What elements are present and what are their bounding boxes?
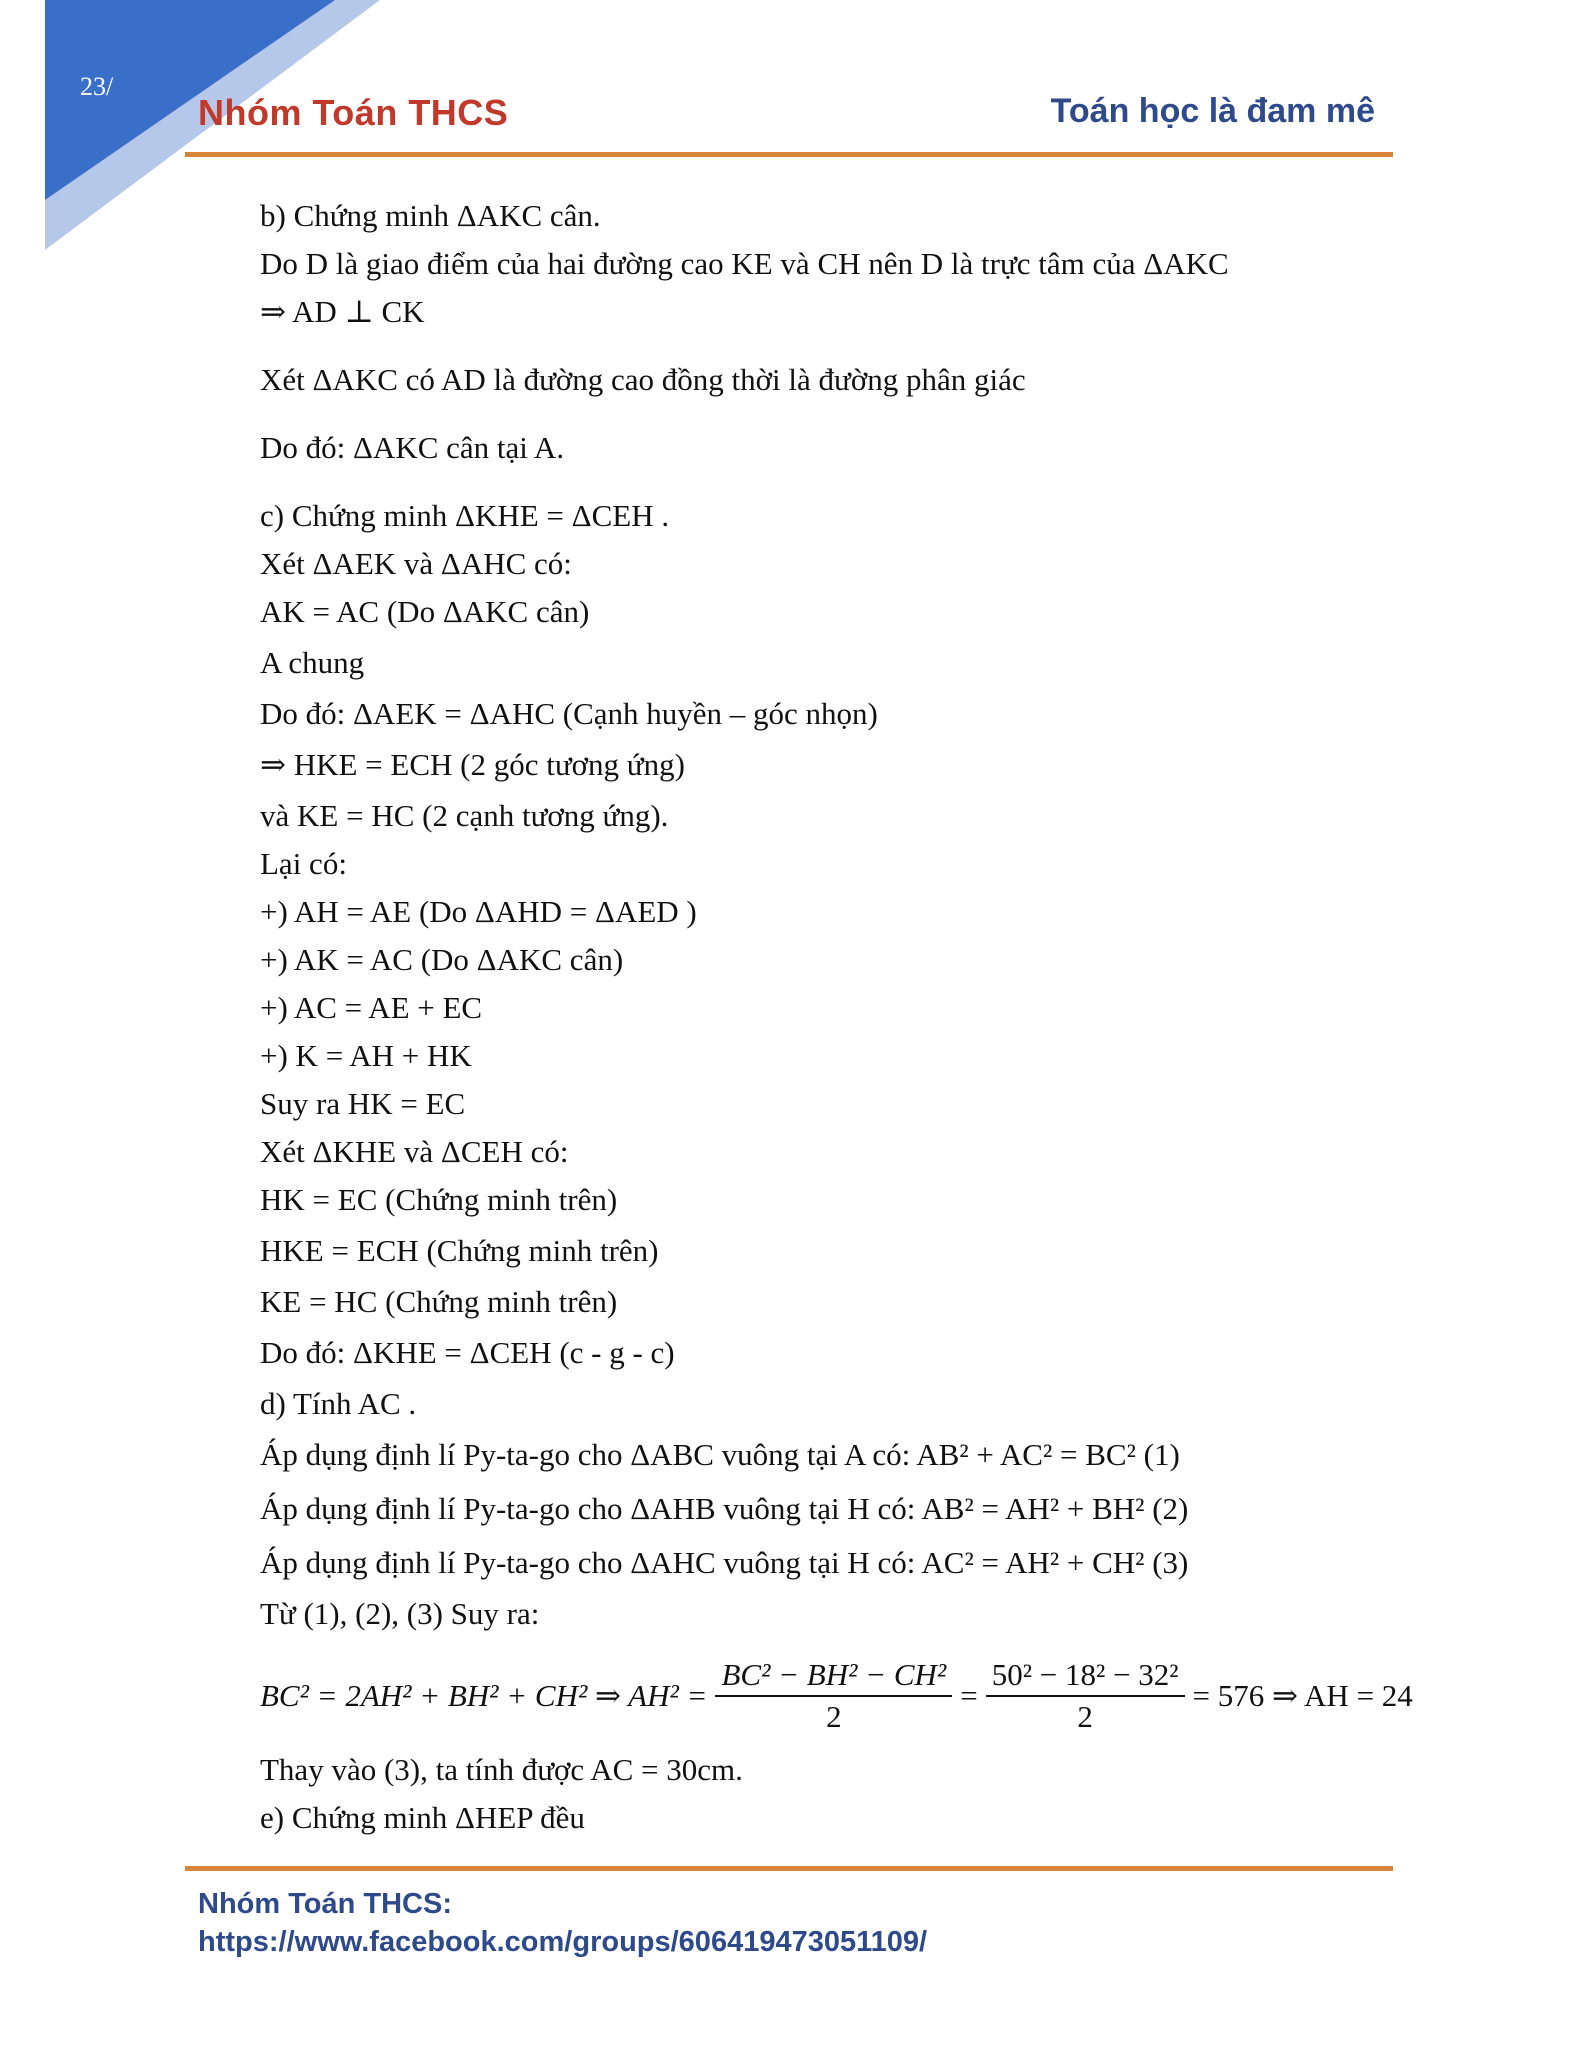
- fraction-1: [715, 1657, 952, 1734]
- header-left-title: Nhóm Toán THCS: [198, 92, 509, 133]
- text-line: +) AC = AE + EC: [260, 990, 483, 1025]
- text-line: KE = HC (Chứng minh trên): [260, 1284, 618, 1319]
- formula-rhs: = 576 ⇒ AH = 24: [1192, 1678, 1413, 1713]
- formula-line: [260, 1646, 1440, 1746]
- part-e-heading: e) Chứng minh ΔHEP đều: [260, 1800, 585, 1835]
- page-number: 23/: [80, 72, 114, 101]
- document-body: [260, 192, 1440, 1842]
- text-line: Do đó: ΔAEK = ΔAHC (Cạnh huyền – góc nhọn): [260, 696, 878, 731]
- text-line: +) K = AH + HK: [260, 1038, 472, 1073]
- text-line: ⇒ HKE = ECH (2 góc tương ứng): [260, 747, 685, 782]
- fraction-2: [986, 1657, 1185, 1734]
- text-line: +) AK = AC (Do ΔAKC cân): [260, 942, 624, 977]
- header-rule: [185, 152, 1393, 157]
- fraction-2-numerator: 50² − 18² − 32²: [986, 1657, 1185, 1697]
- text-line: A chung: [260, 645, 365, 680]
- footer-rule: [185, 1866, 1393, 1871]
- fraction-2-denominator: 2: [1077, 1699, 1093, 1734]
- text-line: Lại có:: [260, 846, 347, 881]
- text-line: HKE = ECH (Chứng minh trên): [260, 1233, 659, 1268]
- text-line: Áp dụng định lí Py-ta-go cho ΔAHC vuông tại H có: AC² = AH² + CH² (3): [260, 1545, 1189, 1580]
- footer-group-link[interactable]: https://www.facebook.com/groups/606419473051109/: [198, 1926, 928, 1958]
- text-line: Suy ra HK = EC: [260, 1086, 466, 1121]
- part-b-heading: b) Chứng minh ΔAKC cân.: [260, 198, 601, 233]
- text-line: Xét ΔAEK và ΔAHC có:: [260, 546, 572, 581]
- text-line: Từ (1), (2), (3) Suy ra:: [260, 1596, 540, 1631]
- part-d-heading: d) Tính AC .: [260, 1386, 417, 1421]
- text-line: và KE = HC (2 cạnh tương ứng).: [260, 798, 669, 833]
- text-line: HK = EC (Chứng minh trên): [260, 1182, 618, 1217]
- formula-lhs: BC² = 2AH² + BH² + CH² ⇒ AH² =: [260, 1678, 708, 1713]
- fraction-1-numerator: BC² − BH² − CH²: [715, 1657, 952, 1697]
- text-line: Do D là giao điểm của hai đường cao KE và CH nên D là trực tâm của ΔAKC: [260, 246, 1229, 281]
- text-line: +) AH = AE (Do ΔAHD = ΔAED ): [260, 894, 697, 929]
- text-line: Thay vào (3), ta tính được AC = 30cm.: [260, 1752, 743, 1787]
- text-line: ⇒ AD ⊥ CK: [260, 294, 425, 329]
- formula-equals: =: [960, 1678, 978, 1713]
- text-line: AK = AC (Do ΔAKC cân): [260, 594, 590, 629]
- text-line: Do đó: ΔAKC cân tại A.: [260, 430, 565, 465]
- text-line: Áp dụng định lí Py-ta-go cho ΔAHB vuông tại H có: AB² = AH² + BH² (2): [260, 1491, 1189, 1526]
- text-line: Áp dụng định lí Py-ta-go cho ΔABC vuông tại A có: AB² + AC² = BC² (1): [260, 1437, 1180, 1472]
- text-line: Xét ΔKHE và ΔCEH có:: [260, 1134, 569, 1169]
- header-right-title: Toán học là đam mê: [1050, 92, 1375, 130]
- part-c-heading: c) Chứng minh ΔKHE = ΔCEH .: [260, 498, 670, 533]
- text-line: Do đó: ΔKHE = ΔCEH (c - g - c): [260, 1335, 675, 1370]
- text-line: Xét ΔAKC có AD là đường cao đồng thời là đường phân giác: [260, 362, 1026, 397]
- footer-group-name: Nhóm Toán THCS:: [198, 1888, 452, 1920]
- fraction-1-denominator: 2: [826, 1699, 842, 1734]
